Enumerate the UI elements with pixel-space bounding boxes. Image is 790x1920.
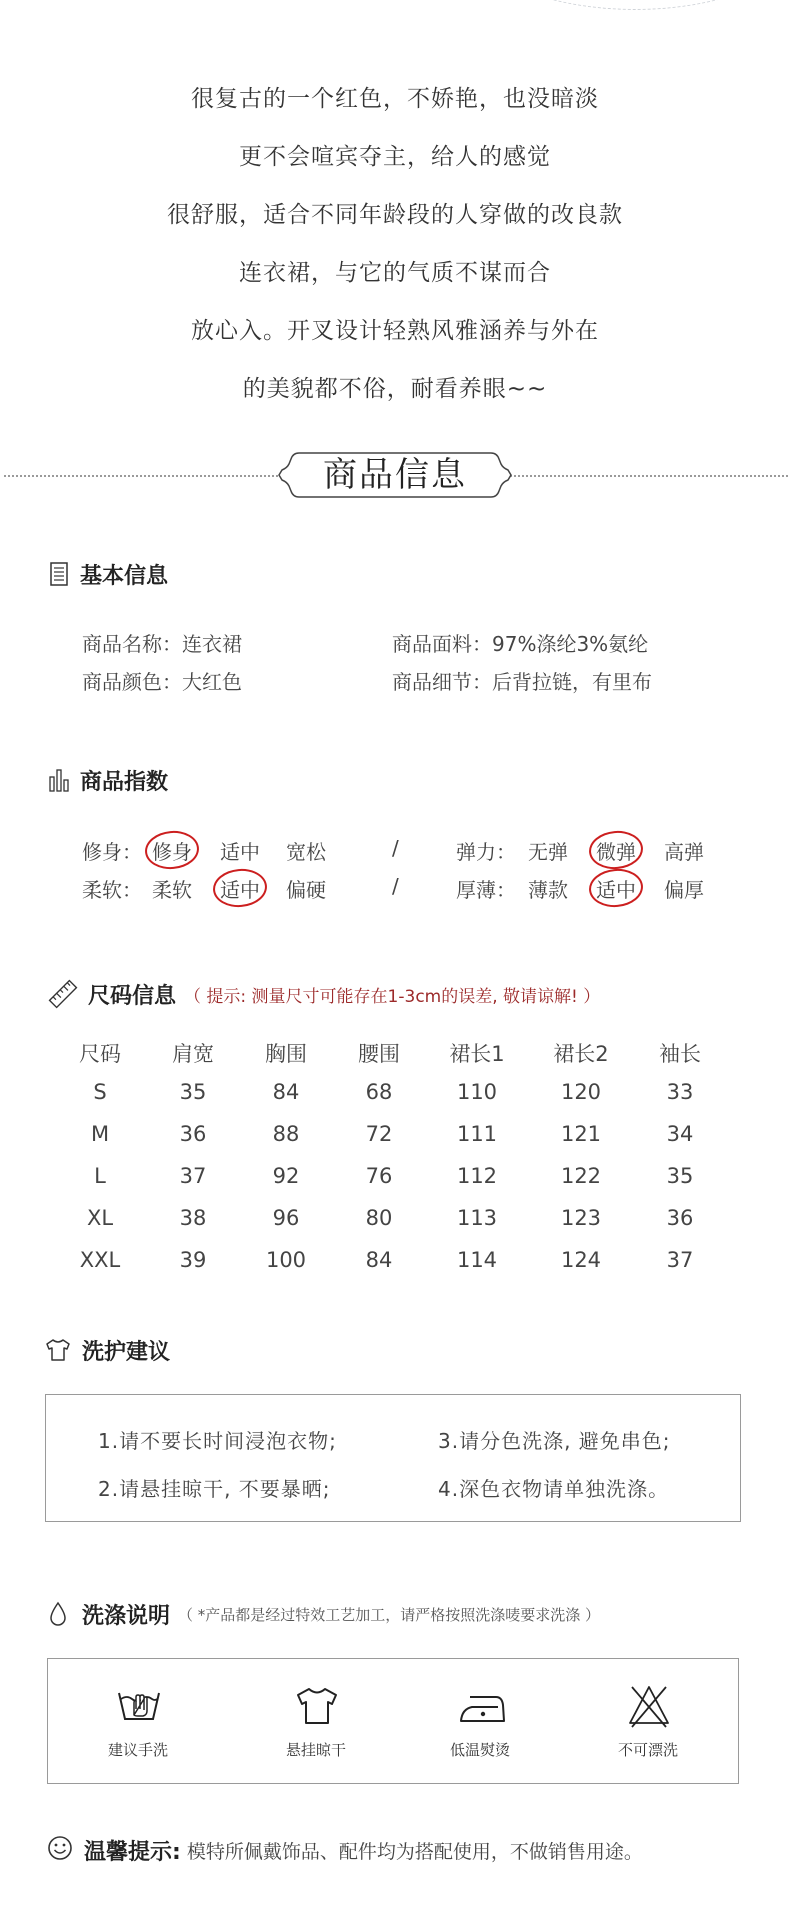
table-row [62,1240,732,1282]
size-table [62,1030,732,1282]
table-header-cell: 袖长 [659,1042,701,1066]
wash-item-no-bleach [578,1659,718,1783]
smiley-icon [46,1834,74,1866]
index-row-fit-elastic [82,832,762,866]
product-name-row [82,628,242,657]
product-name-label: 商品名称： [82,632,182,656]
table-cell: 35 [666,1164,694,1188]
table-cell: 92 [272,1164,300,1188]
table-cell: 112 [456,1164,498,1188]
wash-item-hand-wash [68,1659,208,1783]
index-separator: / [392,836,399,860]
tshirt-icon [44,1336,72,1364]
table-cell: XXL [79,1248,121,1272]
wash-note: （ *产品都是经过特效工艺加工，请严格按照洗涤唛要求洗涤 ） [178,1605,601,1624]
care-item: 3.请分色洗涤, 避免串色; [438,1429,671,1453]
water-drop-icon [44,1600,72,1628]
table-cell: 121 [560,1122,602,1146]
fit-option-slim-selected: 修身 [152,836,192,865]
soft-option-hard: 偏硬 [286,878,326,902]
product-detail-row [392,666,652,695]
table-header-cell: 裙长2 [553,1042,609,1066]
table-cell: 76 [365,1164,393,1188]
no-bleach-icon [626,1683,672,1733]
table-cell: 72 [365,1122,393,1146]
table-cell: 37 [666,1248,694,1272]
product-fabric-value: 97%涤纶3%氨纶 [492,632,649,656]
table-cell: L [94,1164,106,1188]
dotted-divider [4,475,286,477]
table-cell: 110 [456,1080,498,1104]
care-item: 1.请不要长时间浸泡衣物; [98,1429,337,1453]
section-title: 商品信息 [323,455,467,495]
document-icon [48,560,70,588]
care-title: 洗护建议 [82,1339,171,1365]
table-row [62,1114,732,1156]
table-cell: 36 [179,1122,207,1146]
product-detail-value: 后背拉链，有里布 [492,670,652,694]
table-cell: XL [86,1206,114,1230]
section-title-banner [0,450,790,500]
hang-dry-icon [294,1683,340,1733]
table-cell: S [93,1080,107,1104]
intro-paragraph [0,70,790,418]
care-item: 2.请悬挂晾干, 不要暴晒; [98,1477,331,1501]
soft-label: 柔软： [82,878,142,902]
table-row [62,1156,732,1198]
table-cell: 33 [666,1080,694,1104]
intro-line: 的美貌都不俗，耐看养眼~~ [242,376,548,402]
wash-label: 不可漂洗 [617,1741,678,1759]
wash-item-hang-dry [246,1659,386,1783]
product-index-header [48,764,168,796]
soft-option-soft: 柔软 [152,878,192,902]
product-color-value: 大红色 [182,670,242,694]
table-header-cell: 胸围 [265,1042,307,1066]
elastic-label: 弹力： [456,840,516,864]
product-name-value: 连衣裙 [182,632,242,656]
table-cell: 84 [365,1248,393,1272]
table-cell: 122 [560,1164,602,1188]
fit-option-regular: 适中 [220,840,260,864]
wash-label: 悬挂晾干 [285,1741,346,1759]
soft-option-medium-selected: 适中 [220,874,260,903]
table-cell: 68 [365,1080,393,1104]
table-header-cell: 肩宽 [172,1042,214,1066]
low-iron-icon [458,1683,508,1733]
elastic-option-none: 无弹 [528,840,568,864]
elastic-option-high: 高弹 [664,840,704,864]
care-item: 4.深色衣物请单独洗涤。 [438,1477,670,1501]
size-info-header [48,978,600,1010]
table-cell: 114 [456,1248,498,1272]
thick-option-medium-selected: 适中 [596,874,636,903]
thick-option-thick: 偏厚 [664,878,704,902]
index-row-soft-thick [82,870,762,904]
table-cell: 36 [666,1206,694,1230]
intro-line: 更不会喧宾夺主，给人的感觉 [239,144,551,170]
wash-title: 洗涤说明 [82,1603,171,1629]
table-cell: 37 [179,1164,207,1188]
table-cell: 96 [272,1206,300,1230]
table-cell: 39 [179,1248,207,1272]
table-cell: 80 [365,1206,393,1230]
table-cell: 84 [272,1080,300,1104]
size-info-note: （ 提示: 测量尺寸可能存在1-3cm的误差, 敬请谅解! ） [184,986,601,1007]
table-cell: 124 [560,1248,602,1272]
warm-tips [46,1832,643,1868]
intro-line: 很复古的一个红色，不娇艳，也没暗淡 [191,86,599,112]
care-box [45,1394,741,1522]
basic-info-title: 基本信息 [80,563,169,589]
table-header-cell: 尺码 [79,1042,121,1066]
table-header-cell: 裙长1 [449,1042,505,1066]
table-cell: 120 [560,1080,602,1104]
index-separator: / [392,874,399,898]
product-index-title: 商品指数 [80,769,169,795]
table-cell: 34 [666,1122,694,1146]
wash-header [44,1598,600,1630]
intro-line: 放心入。开叉设计轻熟风雅涵养与外在 [191,318,599,344]
intro-line: 连衣裙，与它的气质不谋而合 [239,260,551,286]
wash-box [47,1658,739,1784]
thick-label: 厚薄： [456,878,516,902]
product-color-label: 商品颜色： [82,670,182,694]
dotted-divider [505,475,788,477]
table-cell: 113 [456,1206,498,1230]
care-header [44,1334,170,1366]
product-detail-label: 商品细节： [392,670,492,694]
wash-label: 建议手洗 [107,1741,168,1759]
product-fabric-label: 商品面料： [392,632,492,656]
product-color-row [82,666,242,695]
tips-title: 温馨提示: [84,1839,181,1865]
table-cell: 88 [272,1122,300,1146]
table-cell: M [90,1122,110,1146]
table-cell: 38 [179,1206,207,1230]
size-info-title: 尺码信息 [88,983,177,1009]
table-row [62,1198,732,1240]
fit-option-loose: 宽松 [286,840,326,864]
table-header-cell: 腰围 [358,1042,400,1066]
table-row [62,1072,732,1114]
size-table-header [62,1030,732,1072]
decorative-arc [480,0,790,10]
table-cell: 111 [456,1122,498,1146]
wash-item-low-iron [410,1659,550,1783]
ruler-icon [48,980,78,1008]
elastic-option-slight-selected: 微弹 [596,836,636,865]
wash-label: 低温熨烫 [449,1741,510,1759]
bar-chart-icon [48,766,70,794]
product-fabric-row [392,628,648,657]
table-cell: 123 [560,1206,602,1230]
tips-text: 模特所佩戴饰品、配件均为搭配使用，不做销售用途。 [186,1840,643,1863]
intro-line: 很舒服，适合不同年龄段的人穿做的改良款 [167,202,623,228]
hand-wash-icon [116,1683,162,1733]
fit-label: 修身： [82,840,142,864]
table-cell: 100 [265,1248,307,1272]
basic-info-header [48,558,168,590]
thick-option-thin: 薄款 [528,878,568,902]
table-cell: 35 [179,1080,207,1104]
